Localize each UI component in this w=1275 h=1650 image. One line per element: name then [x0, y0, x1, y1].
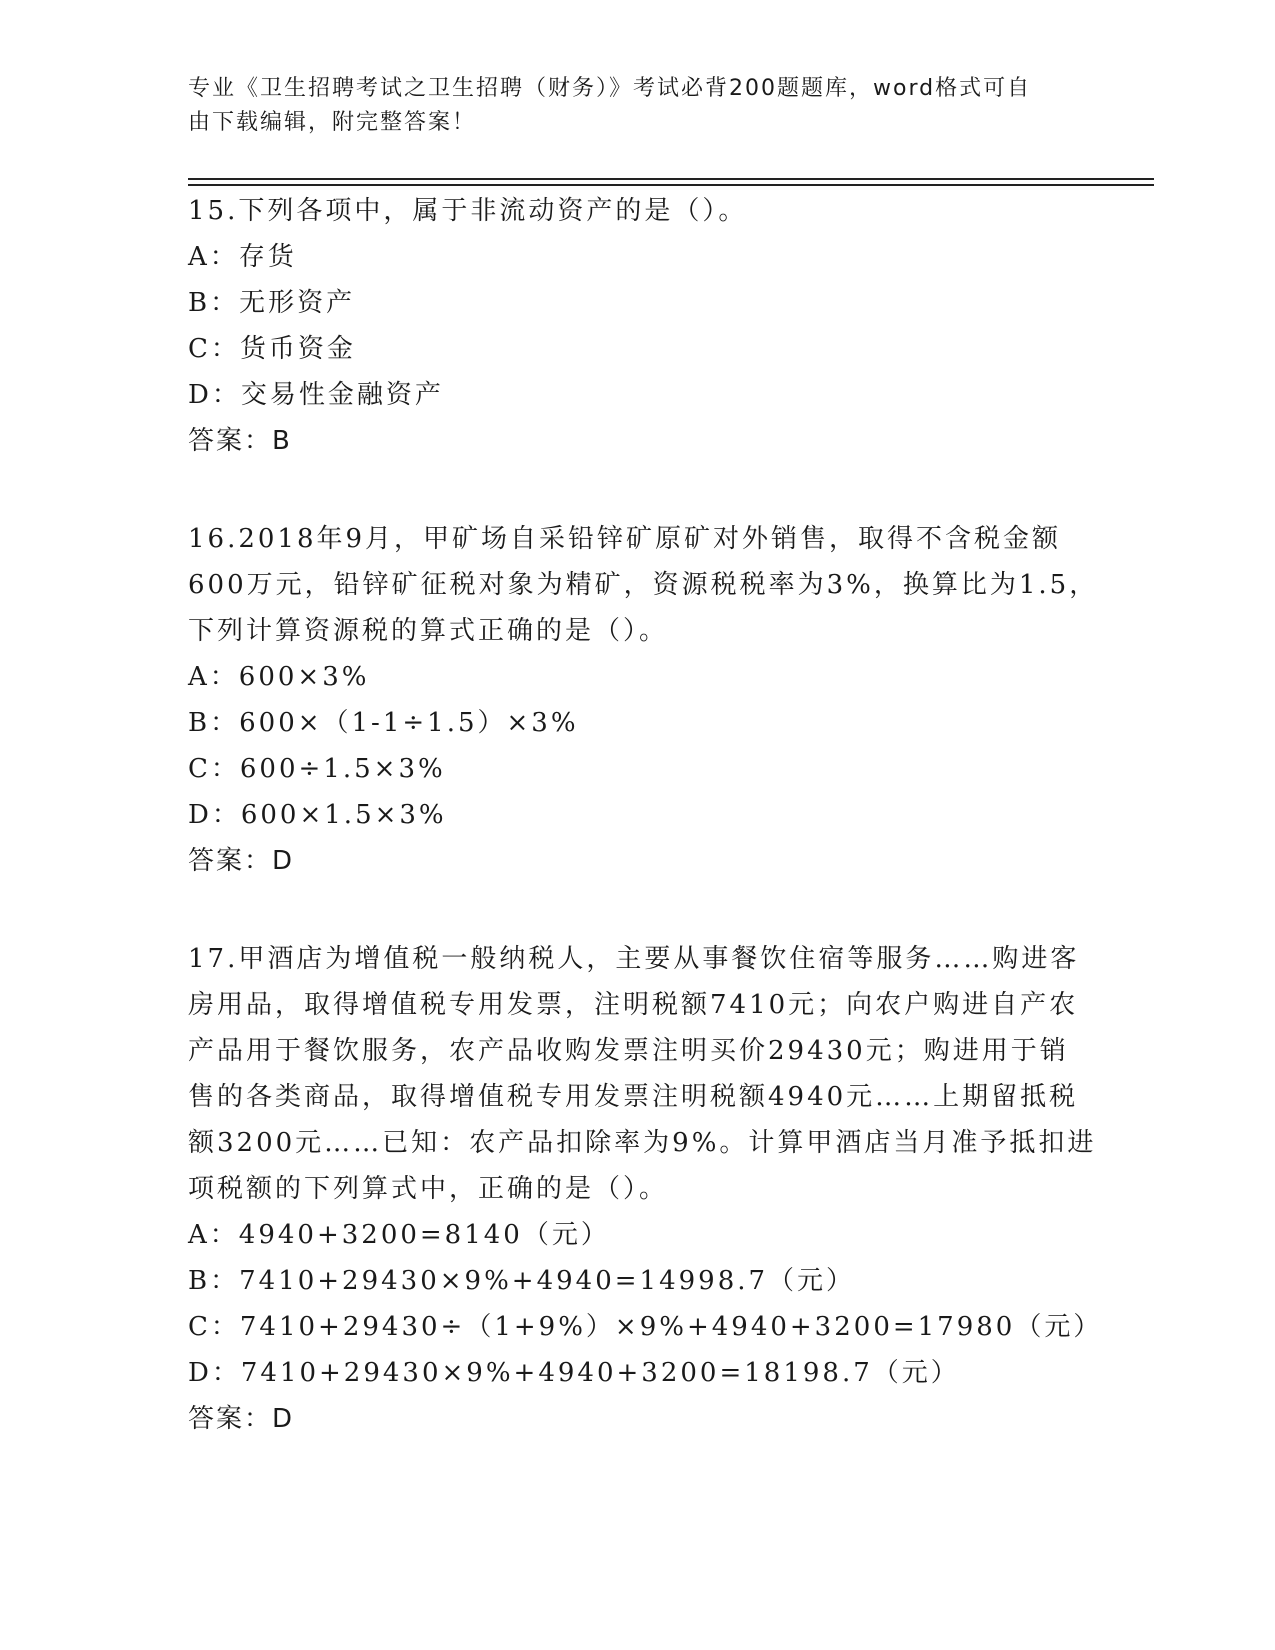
option-d: D：交易性金融资产	[188, 380, 444, 410]
spacer	[188, 884, 1088, 936]
question-text-line-1: 17.甲酒店为增值税一般纳税人，主要从事餐饮住宿等服务……购进客	[188, 944, 1080, 974]
question-text-line-4: 售的各类商品，取得增值税专用发票注明税额4940元……上期留抵税	[188, 1082, 1079, 1112]
question-text-line-2: 房用品，取得增值税专用发票，注明税额7410元；向农户购进自产农	[188, 990, 1079, 1020]
question-16	[188, 516, 1099, 884]
document-header	[188, 72, 1068, 140]
question-17	[188, 936, 1103, 1442]
option-c: C：600÷1.5×3%	[188, 754, 446, 784]
option-a: A：存货	[188, 242, 297, 272]
option-c: C：货币资金	[188, 334, 356, 364]
question-text-line-3: 下列计算资源税的算式正确的是（）。	[188, 616, 669, 646]
question-text: 15.下列各项中，属于非流动资产的是（）。	[188, 196, 748, 226]
answer: 答案：D	[188, 846, 295, 876]
header-line-2: 由下载编辑，附完整答案！	[188, 110, 477, 135]
header-divider-bottom	[188, 184, 1154, 186]
spacer	[188, 464, 1088, 516]
answer: 答案：D	[188, 1404, 295, 1434]
header-divider-top	[188, 178, 1154, 180]
option-b: B：7410+29430×9%+4940=14998.7（元）	[188, 1266, 856, 1296]
question-text-line-6: 项税额的下列算式中，正确的是（）。	[188, 1174, 669, 1204]
question-list	[188, 188, 1103, 1442]
option-b: B：无形资产	[188, 288, 356, 318]
header-line-1: 专业《卫生招聘考试之卫生招聘（财务）》考试必背200题题库，word格式可自	[188, 76, 1032, 101]
question-15	[188, 188, 1088, 464]
question-text-line-1: 16.2018年9月，甲矿场自采铅锌矿原矿对外销售，取得不含税金额	[188, 524, 1062, 554]
option-a: A：4940+3200=8140（元）	[188, 1220, 610, 1250]
question-text-line-5: 额3200元……已知：农产品扣除率为9%。计算甲酒店当月准予抵扣进	[188, 1128, 1097, 1158]
answer: 答案：B	[188, 426, 292, 456]
option-a: A：600×3%	[188, 662, 370, 692]
option-d: D：7410+29430×9%+4940+3200=18198.7（元）	[188, 1358, 960, 1388]
question-text-line-3: 产品用于餐饮服务，农产品收购发票注明买价29430元；购进用于销	[188, 1036, 1069, 1066]
option-b: B：600×（1-1÷1.5）×3%	[188, 708, 579, 738]
question-text-line-2: 600万元，铅锌矿征税对象为精矿，资源税税率为3%，换算比为1.5，	[188, 570, 1099, 600]
option-d: D：600×1.5×3%	[188, 800, 447, 830]
option-c: C：7410+29430÷（1+9%）×9%+4940+3200=17980（元）	[188, 1312, 1103, 1342]
